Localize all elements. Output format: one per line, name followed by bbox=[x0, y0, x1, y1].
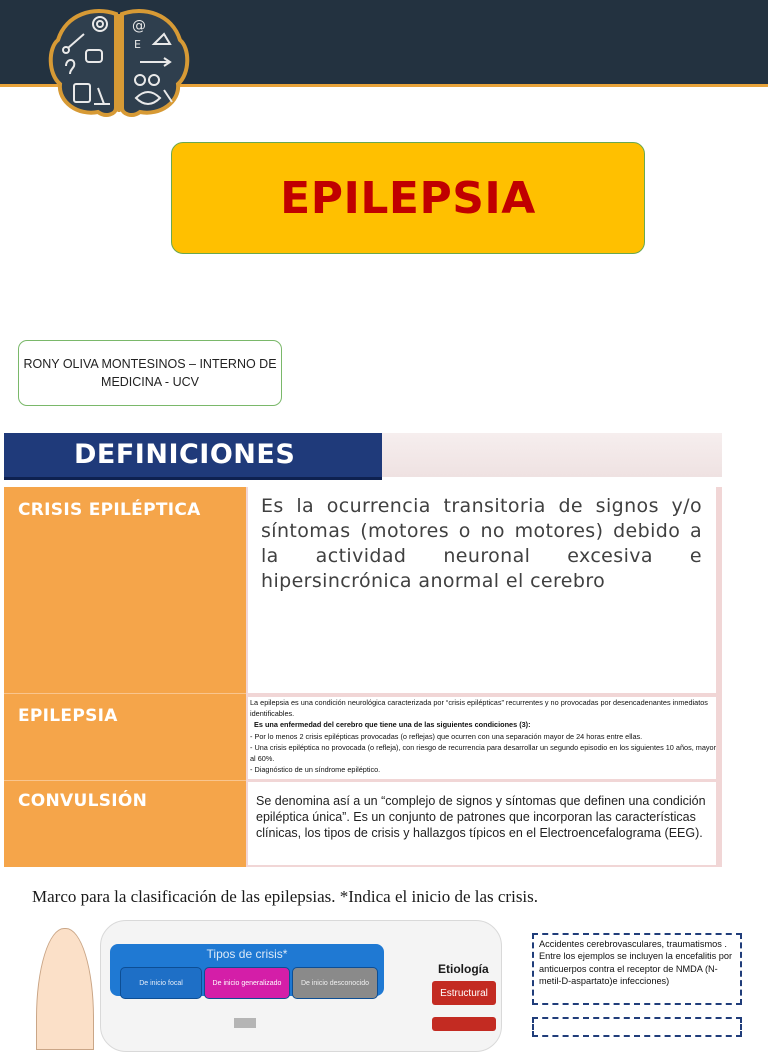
tipo-inicio-focal: De inicio focal bbox=[120, 967, 202, 999]
definition-line: - Diagnóstico de un síndrome epiléptico. bbox=[250, 765, 381, 775]
definition-line: La epilepsia es una condición neurológica caracterizada por “crisis epilépticas” recurrentes y no provocadas por desencadenantes inmediatos identificables. bbox=[250, 698, 708, 719]
definition-line: - Por lo menos 2 crisis epilépticas provocadas (o reflejas) que ocurren con una separación mayor de 24 horas entre ellas. bbox=[250, 731, 643, 741]
classification-caption: Marco para la clasificación de las epilepsias. *Indica el inicio de las crisis. bbox=[32, 887, 539, 906]
definition-epilepsia bbox=[250, 697, 718, 775]
etiologia-label: Etiología bbox=[438, 962, 489, 976]
author-box bbox=[18, 340, 282, 406]
definitions-header bbox=[4, 433, 382, 480]
diagram-connector bbox=[234, 1018, 256, 1028]
definitions-heading: DEFINICIONES bbox=[74, 439, 296, 470]
author-line-1: RONY OLIVA MONTESINOS – INTERNO DE bbox=[23, 356, 277, 371]
tipo-inicio-desconocido: De inicio desconocido bbox=[292, 967, 378, 999]
svg-text:E: E bbox=[134, 38, 141, 51]
etiologia-note-2 bbox=[532, 1017, 742, 1037]
etiologia-estructural: Estructural bbox=[432, 981, 496, 1005]
tipos-de-crisis-label: Tipos de crisis* bbox=[206, 947, 288, 961]
term-crisis-epileptica: CRISIS EPILÉPTICA bbox=[18, 500, 201, 520]
definition-crisis-epileptica: Es la ocurrencia transitoria de signos y/o síntomas (motores o no motores) debido a la actividad neuronal excesiva e hipersincrónica anormal el cerebro bbox=[261, 495, 702, 592]
definition-line: - Una crisis epiléptica no provocada (o refleja), con riesgo de recurrencia para desarrollar un segundo episodio en los siguientes 10 años, mayor al 60%. bbox=[250, 742, 717, 764]
author-line-2: MEDICINA - UCV bbox=[101, 375, 199, 389]
definition-line: Es una enfermedad del cerebro que tiene una de las siguientes condiciones (3): bbox=[254, 720, 531, 730]
brain-logo-icon bbox=[44, 4, 194, 122]
row-divider bbox=[4, 780, 246, 781]
title-banner bbox=[171, 142, 645, 254]
row-divider bbox=[4, 693, 246, 694]
term-epilepsia: EPILEPSIA bbox=[18, 706, 118, 726]
svg-text:@: @ bbox=[132, 18, 146, 34]
tipo-inicio-generalizado: De inicio generalizado bbox=[204, 967, 290, 999]
diagram-left-shape bbox=[36, 928, 94, 1050]
definitions-header-strip bbox=[382, 433, 722, 477]
etiologia-note: Accidentes cerebrovasculares, traumatismos . Entre los ejemplos se incluyen la encefalitis por anticuerpos contra el receptor de NMDA (N-metil-D-aspartato)e infecciones) bbox=[532, 933, 742, 1005]
page-title: EPILEPSIA bbox=[280, 172, 536, 224]
term-convulsion: CONVULSIÓN bbox=[18, 791, 148, 811]
etiologia-item bbox=[432, 1017, 496, 1031]
definition-convulsion: Se denomina así a un “complejo de signos y síntomas que definen una condición epiléptica única”. Es un conjunto de patrones que incorporan las características clínicas, los tipos de crisis y hallazgos típicos en el Electroencefalograma (EEG). bbox=[256, 794, 706, 840]
